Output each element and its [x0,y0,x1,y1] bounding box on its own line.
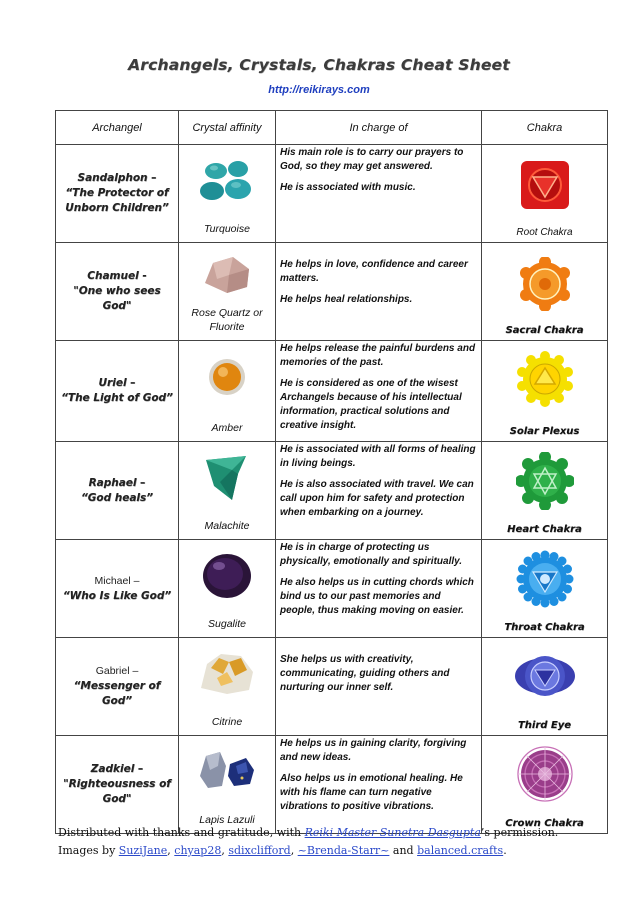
chakra-cell [482,145,608,243]
footer-text: ’s permission. [480,826,559,839]
crystal-cell [179,736,276,834]
archangel-name: Sandalphon – [77,172,157,184]
crystal-name: Lapis Lazuli [199,814,255,826]
sugalite-stone-icon [199,550,255,602]
chakra-name: Crown Chakra [505,818,584,829]
charge-text: He is considered as one of the wisest Archangels because of his intellectual information, practical solutions and creative insight. [280,378,462,431]
charge-text: She helps us with creativity, communicating, guiding others and nurturing our inner self. [280,654,450,693]
heart-chakra-icon [516,452,574,510]
turquoise-stones-icon [196,155,258,203]
charge-cell [276,736,482,834]
table-row [56,243,608,341]
charge-cell [276,145,482,243]
crystal-name: Amber [211,422,243,434]
crystal-name: Turquoise [204,223,250,235]
throat-chakra-icon [516,550,574,608]
table-row [56,540,608,638]
archangel-name: Raphael – [88,476,146,489]
archangel-title: “The Light of God” [61,392,173,404]
credit-link[interactable]: ~Brenda-Starr~ [297,844,390,857]
charge-cell [276,442,482,540]
table-row [56,442,608,540]
archangel-cell [56,540,179,638]
header-chakra: Chakra [482,111,608,145]
charge-cell [276,638,482,736]
credit-link[interactable]: SuziJane [118,844,168,857]
chakra-name: Third Eye [517,720,572,731]
archangel-title: "Righteousness of God" [63,778,171,805]
chakra-cell [482,243,608,341]
chakra-cell [482,540,608,638]
archangel-cell [56,145,179,243]
archangel-title: "One who sees God" [73,285,161,312]
footer-line-2: Images by SuziJane, chyap28, sdixclifford, ~Brenda-Starr~ and balanced.crafts. [58,844,507,857]
amber-stone-icon [205,355,249,399]
sacral-chakra-icon [518,257,572,311]
crystal-cell [179,243,276,341]
crystal-name: Sugalite [208,618,246,630]
archangel-title: “The Protector of Unborn Children” [65,187,169,214]
charge-text: He is associated with all forms of healing in living beings. [280,444,476,469]
archangel-title: “Who Is Like God” [62,589,172,602]
footer-line-1 [58,824,558,842]
charge-text: He helps release the painful burdens and memories of the past. [280,343,476,368]
footer-text: and [389,844,418,857]
citrine-stone-icon [197,648,257,696]
archangel-cell [56,638,179,736]
crystal-cell [179,638,276,736]
header-charge: In charge of [276,111,482,145]
footer [58,824,558,860]
crystal-name: Malachite [204,520,250,532]
archangel-cell [56,243,179,341]
crystal-cell [179,442,276,540]
source-url[interactable]: http://reikirays.com [268,84,370,96]
charge-text: He is associated with music. [280,182,416,193]
header-archangel: Archangel [56,111,179,145]
chakra-cell [482,341,608,442]
charge-text: He helps in love, confidence and career matters. [280,259,468,284]
crystal-name: Rose Quartz or Fluorite [191,307,263,333]
root-chakra-icon [519,159,571,211]
chakra-name: Heart Chakra [507,524,582,535]
chakra-name: Root Chakra [516,227,573,238]
archangel-name: Michael – [94,574,140,587]
footer-text: Images by [58,844,119,857]
footer-text: . [503,844,507,857]
crystal-name: Citrine [211,716,243,728]
credit-link[interactable]: sdixclifford [228,844,291,857]
header-crystal: Crystal affinity [179,111,276,145]
charge-cell [276,243,482,341]
chakra-name: Sacral Chakra [505,325,584,336]
table-row [56,145,608,243]
archangel-name: Gabriel – [95,665,139,677]
charge-text: He is in charge of protecting us physically, emotionally and spiritually. [280,542,463,567]
charge-text: He is also associated with travel. We can call upon him for safety and protection when embarking on a journey. [280,479,474,518]
charge-text: Also helps us in emotional healing. He with his flame can turn negative vibrations to positive vibrations. [280,773,463,812]
archangel-name: Zadkiel – [90,763,144,775]
charge-cell [276,540,482,638]
cheat-sheet-table [55,110,608,834]
charge-text: His main role is to carry our prayers to God, so they may get answered. [280,147,464,172]
archangel-cell [56,442,179,540]
third-eye-chakra-icon [513,652,577,700]
author-link[interactable]: Reiki Master Sunetra Dasgupta [304,826,481,839]
table-row [56,638,608,736]
archangel-title: “Messenger of God” [73,680,161,707]
chakra-name: Solar Plexus [509,426,580,437]
charge-text: He also helps us in cutting chords which bind us to our past memories and people, thus making moving on easier. [280,577,474,616]
page-title: Archangels, Crystals, Chakras Cheat Sheet [128,56,510,74]
table-row [56,341,608,442]
table-row [56,736,608,834]
chakra-cell [482,442,608,540]
credit-link[interactable]: balanced.crafts [417,844,504,857]
archangel-name: Chamuel - [87,270,147,282]
chakra-cell [482,736,608,834]
crystal-cell [179,145,276,243]
malachite-stone-icon [202,452,252,504]
table-header-row [56,111,608,145]
lapis-lazuli-icon [196,746,258,794]
crystal-cell [179,341,276,442]
rose-quartz-icon [199,253,255,297]
archangel-name: Uriel – [98,377,136,389]
credit-link[interactable]: chyap28 [174,844,222,857]
solar-plexus-icon [517,351,573,407]
charge-text: He helps us in gaining clarity, forgiving and new ideas. [280,738,467,763]
crown-chakra-icon [515,744,575,804]
archangel-title: “God heals” [80,491,154,504]
charge-cell [276,341,482,442]
crystal-cell [179,540,276,638]
footer-text: Distributed with thanks and gratitude, with [58,826,305,839]
archangel-cell [56,341,179,442]
charge-text: He helps heal relationships. [280,294,413,305]
archangel-cell [56,736,179,834]
chakra-name: Throat Chakra [504,622,585,633]
chakra-cell [482,638,608,736]
